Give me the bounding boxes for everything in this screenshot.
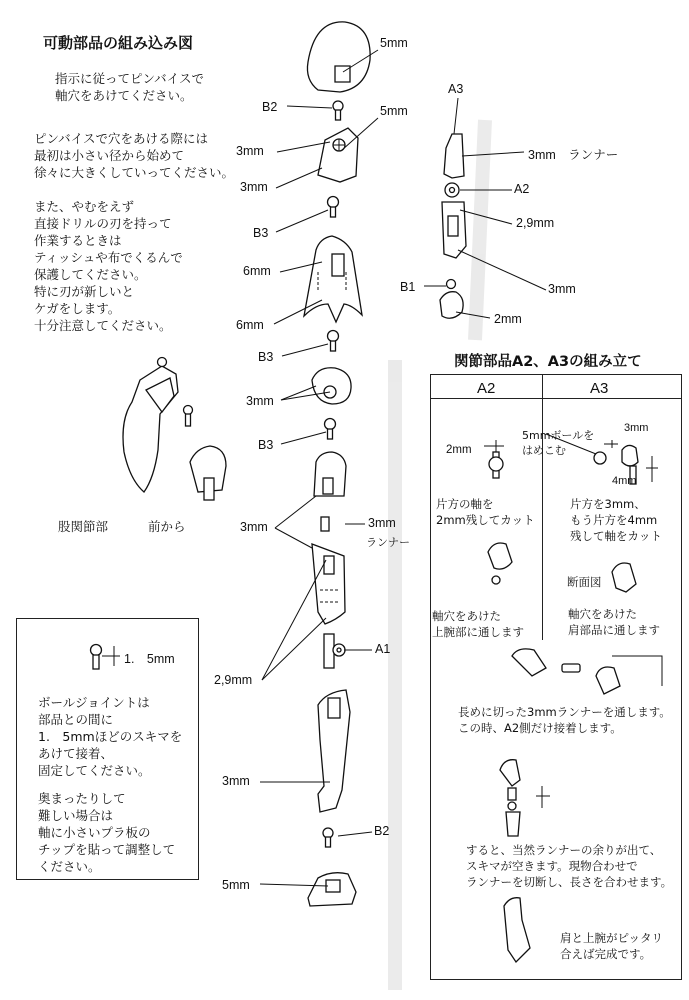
main-title: 可動部品の組み込み図 [43,34,194,52]
label-arm-a3: A3 [448,82,464,96]
drill-instruction: 指示に従ってピンバイスで 軸穴をあけてください。 [55,71,205,103]
label-arm-runner: 3mm ランナー [528,148,619,162]
label-torso-5mm: 5mm [380,104,408,118]
label-b3-b: B3 [258,350,274,364]
label-hand-2mm: 2mm [494,312,522,326]
a2-heading: A2 [477,380,496,397]
a3-heading: A3 [590,380,609,397]
joint-column-divider [542,374,543,640]
a3-cut-note: 片方を3mm、 もう片方を4mm 残して軸をカット [570,497,662,543]
hip-caption: 股関節部 [58,519,109,534]
safety-warning: また、やむをえず 直接ドリルの刃を持って 作業するときは ティッシュや布でくるんで 保護してください。 特に刃が新しいと ケガをします。 十分注意してください。 [34,199,183,333]
label-arm-a2: A2 [514,182,530,196]
label-b1: B1 [400,280,416,294]
ball-gap-dim: 1. 5mm [124,652,175,666]
label-arm-2-9mm: 2,9mm [516,216,555,230]
joint-header-divider [430,398,681,399]
label-b2-top: B2 [262,100,278,114]
label-b3-a: B3 [253,226,269,240]
label-knee-2-9mm: 2,9mm [214,673,253,687]
label-torso-3mm-b: 3mm [240,180,268,194]
step1-note: 長めに切った3mmランナーを通します。 この時、A2側だけ接着します。 [458,705,671,735]
head-part [307,22,370,92]
a3-dim-4mm: 4mm [612,475,637,487]
label-pelvis-6mm-b: 6mm [236,318,264,332]
a3-hole-note: 軸穴をあけた 肩部品に通します [568,607,660,637]
a3-ball-note: 5mmボールを はめこむ [522,429,595,457]
label-runner: ランナー [366,537,410,549]
label-torso-3mm-a: 3mm [236,144,264,158]
label-b2-bottom: B2 [374,824,390,838]
label-pelvis-6mm-a: 6mm [243,264,271,278]
label-arm-3mm: 3mm [548,282,576,296]
label-runner-3mm: 3mm [368,516,396,530]
ball-joint-adjust: 奥まったりして 難しい場合は 軸に小さいプラ板の チップを貼って調整して ください。 [38,791,176,874]
drill-tip: ピンバイスで穴をあける際には 最初は小さい径から始めて 徐々に大きくしていってください。 [34,131,235,180]
a2-cut-note: 片方の軸を 2mm残してカット [436,497,535,527]
label-b3-c: B3 [258,438,274,452]
a3-dim-3mm: 3mm [624,422,649,434]
a2-hole-note: 軸穴をあけた 上腕部に通します [432,609,524,639]
section-label: 断面図 [567,577,602,589]
step3-note: 肩と上腕がピッタリ 合えば完成です。 [560,931,664,961]
label-head-5mm: 5mm [380,36,408,50]
joint-title: 関節部品A2、A3の組み立て [454,354,642,370]
label-hip-3mm: 3mm [246,394,274,408]
label-thigh-3mm: 3mm [240,520,268,534]
a2-dim: 2mm [446,444,472,456]
label-a1: A1 [375,642,391,656]
label-foot-5mm: 5mm [222,878,250,892]
label-shin-3mm: 3mm [222,774,250,788]
step2-note: すると、当然ランナーの余りが出て、 スキマが空きます。現物合わせで ランナーを切断し、長さを合わせます。 [466,843,673,889]
ball-joint-note: ボールジョイントは 部品との間に 1. 5mmほどのスキマを あけて接着、 固定してください。 [38,695,183,778]
front-caption: 前から [148,519,186,534]
